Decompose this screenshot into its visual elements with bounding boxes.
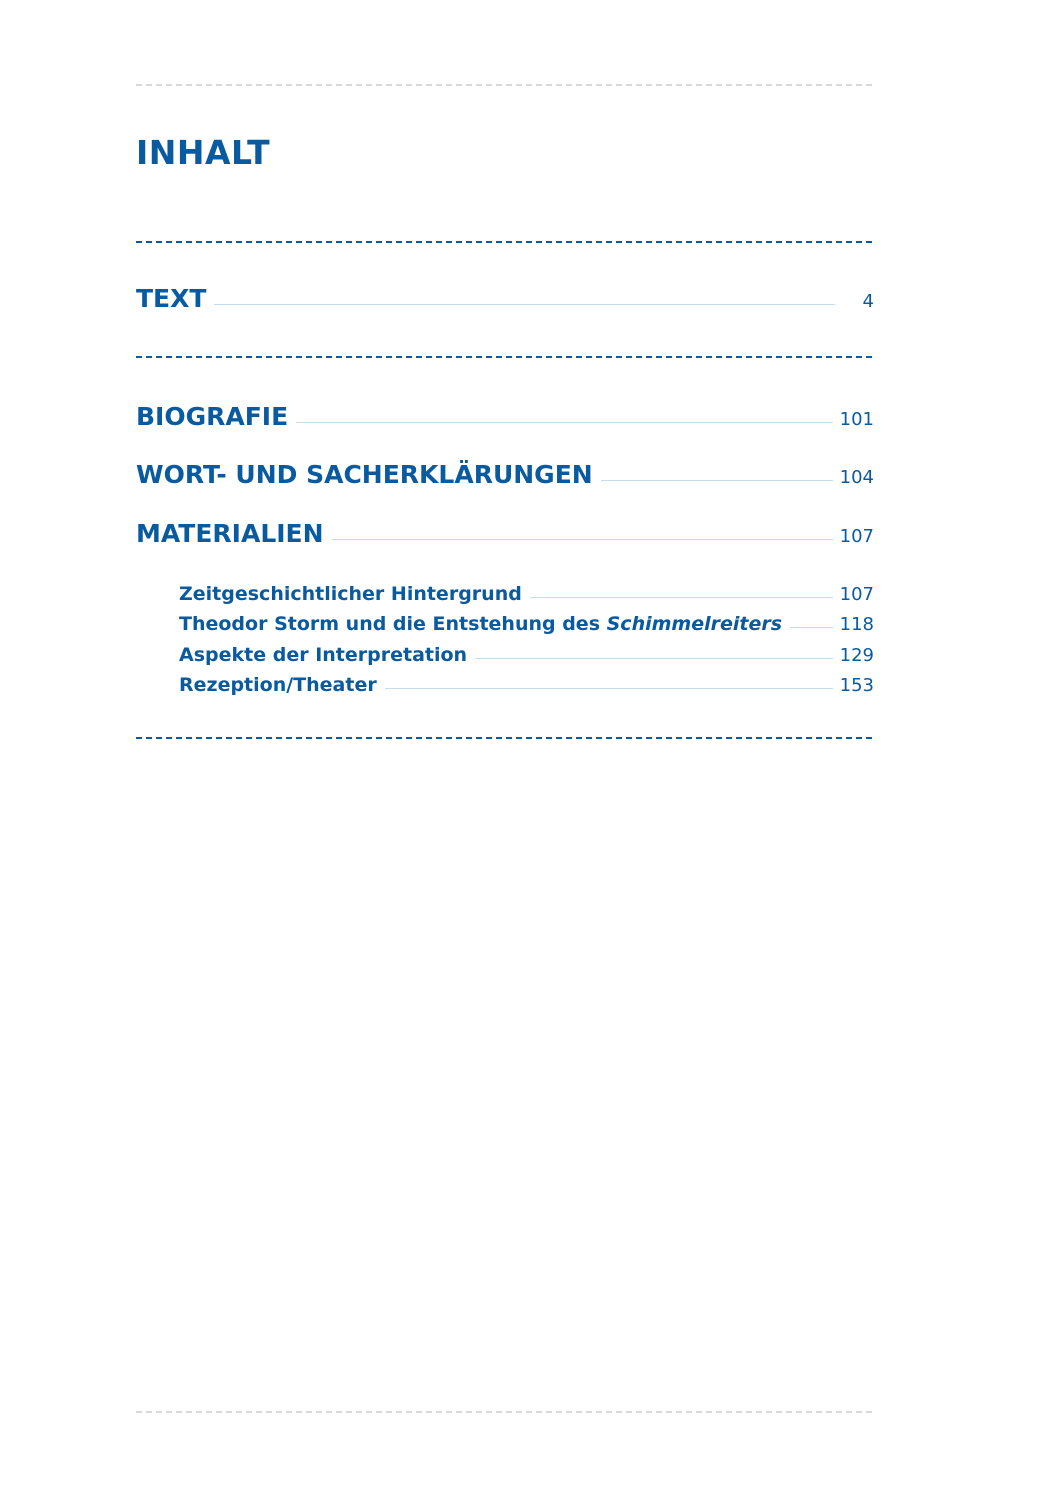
toc-subentry-label: Zeitgeschichtlicher Hintergrund xyxy=(179,583,522,605)
bottom-divider xyxy=(136,1411,872,1413)
toc-subentry-page: 153 xyxy=(839,675,874,696)
toc-entry-label: WORT- UND SACHERKLÄRUNGEN xyxy=(136,460,593,489)
toc-subentry-page: 118 xyxy=(839,614,874,635)
section-divider-1 xyxy=(136,241,872,243)
top-divider xyxy=(136,84,872,86)
toc-subentry-rezeption-theater[interactable] xyxy=(179,674,874,696)
toc-subentry-label xyxy=(179,613,782,635)
toc-entry-page: 107 xyxy=(839,526,874,547)
toc-subentry-label: Aspekte der Interpretation xyxy=(179,644,468,666)
toc-subentry-page: 129 xyxy=(839,645,874,666)
toc-entry-page: 4 xyxy=(862,291,874,312)
toc-subentry-label-prefix: Theodor Storm und die Entstehung des xyxy=(179,613,607,635)
toc-subentry-zeitgeschichtlicher-hintergrund[interactable] xyxy=(179,583,874,605)
toc-entry-page: 104 xyxy=(839,467,874,488)
toc-entry-label: MATERIALIEN xyxy=(136,519,324,548)
toc-subentry-aspekte-der-interpretation[interactable] xyxy=(179,644,874,666)
toc-entry-materialien[interactable] xyxy=(136,519,874,548)
page-title: INHALT xyxy=(136,133,271,172)
dot-leader xyxy=(790,626,833,628)
toc-entry-biografie[interactable] xyxy=(136,402,874,431)
section-divider-2 xyxy=(136,356,872,358)
section-divider-3 xyxy=(136,737,872,739)
dot-leader xyxy=(530,596,833,598)
toc-entry-page: 101 xyxy=(839,409,874,430)
toc-subentry-label-italic: Schimmelreiters xyxy=(606,613,783,635)
toc-subentry-page: 107 xyxy=(839,584,874,605)
toc-entry-label: BIOGRAFIE xyxy=(136,402,289,431)
dot-leader xyxy=(601,479,833,481)
toc-subentry-theodor-storm[interactable] xyxy=(179,613,874,635)
toc-entry-text[interactable] xyxy=(136,284,874,313)
dot-leader xyxy=(296,421,832,423)
dot-leader xyxy=(475,657,833,659)
toc-entry-label: TEXT xyxy=(136,284,207,313)
toc-entry-wort-und-sacherklaerungen[interactable] xyxy=(136,460,874,489)
dot-leader xyxy=(385,687,833,689)
toc-subentry-label: Rezeption/Theater xyxy=(179,674,377,696)
dot-leader xyxy=(332,538,833,540)
dot-leader xyxy=(214,303,835,305)
